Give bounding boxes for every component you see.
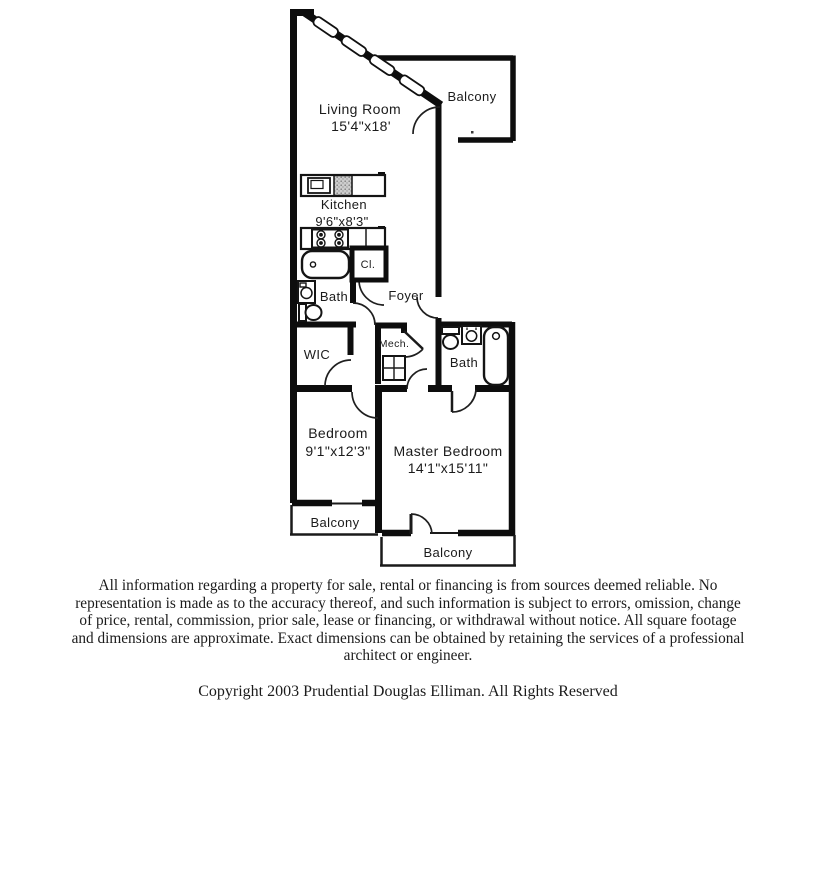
tub-drain [310,262,315,267]
living-room-dims: 15'4"x18' [331,118,391,134]
master-sink-basin [466,331,476,341]
master-tub-faucet [493,333,500,340]
bath-master-label: Bath [449,355,479,370]
bedroom-dims: 9'1"x12'3" [305,443,371,459]
balcony-master-label: Balcony [423,545,473,560]
toilet-icon [306,305,322,320]
bedroom-label: Bedroom [308,425,368,441]
bath-main-label: Bath [319,289,349,304]
door-bedroom [352,392,378,418]
bath-sink-basin [301,288,312,299]
master-bedroom-label: Master Bedroom [393,443,503,459]
master-bedroom-dims: 14'1"x15'11" [407,460,489,476]
mech-label: Mech. [378,338,410,350]
door-wic [325,360,351,386]
door-closet [359,280,384,305]
scan-dot [471,131,474,134]
wic-label: WIC [303,347,331,362]
kitchen-label: Kitchen [320,197,368,212]
window-pane [398,74,426,97]
kitchen-dims: 9'6"x8'3" [315,214,369,229]
balcony-bedroom-label: Balcony [310,515,360,530]
door-mech [404,349,423,357]
bathtub-icon [302,251,349,278]
door-master-bath [452,390,476,412]
bath-sink-faucet [300,283,306,287]
master-toilet-tank [442,327,459,334]
window-pane [312,15,340,38]
copyright-text: Copyright 2003 Prudential Douglas Elliman. All Rights Reserved [198,683,618,700]
master-toilet-icon [443,335,458,349]
door-master-entry [407,369,427,389]
foyer-label: Foyer [388,288,424,303]
window-pane [340,35,368,58]
balcony-top-label: Balcony [447,89,497,104]
refrigerator-icon [334,176,352,196]
living-room-label: Living Room [318,101,402,117]
disclaimer-text: All information regarding a property for sale, rental or financing is from sources deemed reliable. No representation is made as to the accuracy thereof, and such information is subject to errors, omission, change of price, rental, commission, prior sale, lease or financing, or withdrawal without notice. All square footage and dimensions are approximate. Exact dimensions can be obtained by retaining the services of a professional architect or engineer. [71,577,745,665]
door-master-balcony [411,514,432,534]
kitchen-sink-basin [311,181,323,189]
closet-label: Cl. [360,259,376,271]
door-bath-main [353,303,375,325]
